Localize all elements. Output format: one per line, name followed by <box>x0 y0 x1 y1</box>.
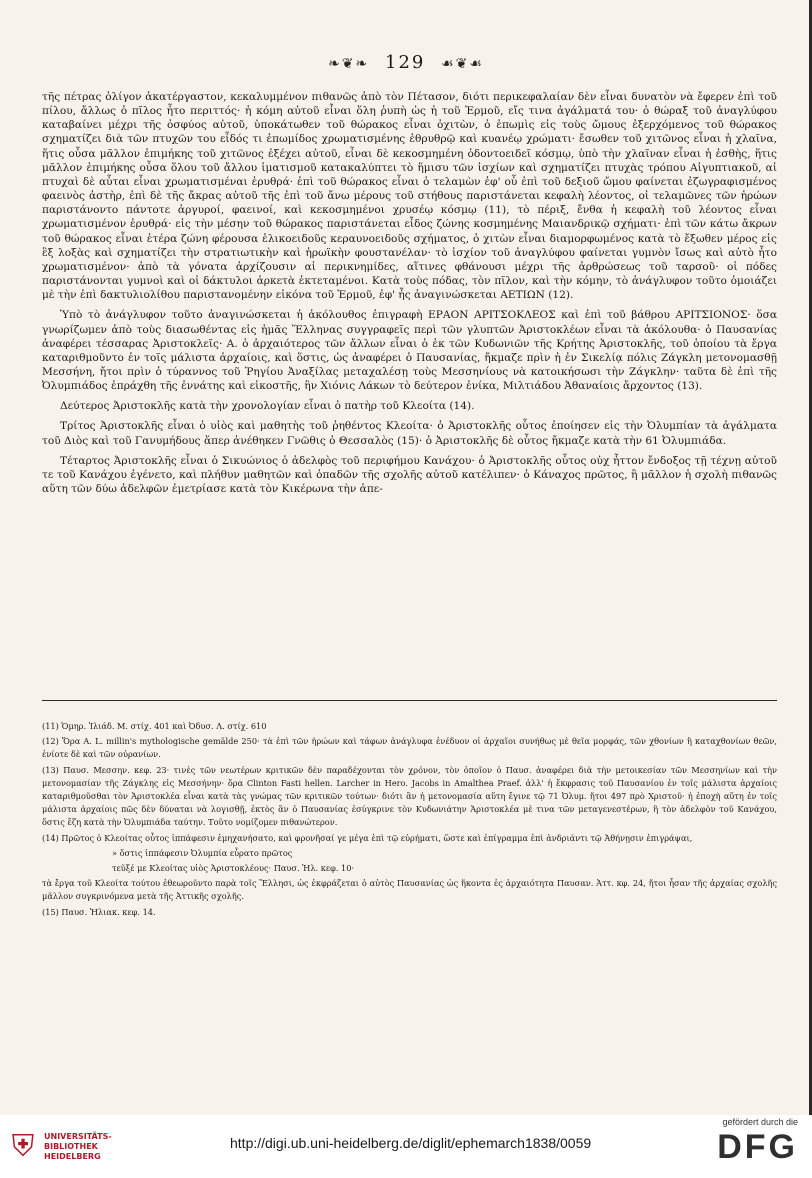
ornament-left-icon: ❧❦❧ <box>328 56 370 72</box>
library-logo[interactable] <box>8 1127 112 1167</box>
dfg-wordmark: DFG <box>717 1128 798 1166</box>
footnote: τὰ ἔργα τοῦ Κλεοίτα τούτου ἐθεωροῦντο παρὰ τοῖς Ἕλλησι, ὡς ἐκφράζεται ὁ αὐτὸς Παυσανίας ὡς ἥκοντα ἐς ἀρχαιότητα Παυσαν. Ἀττ. κφ. 24, ἤτοι ἦσαν τῆς ἀρχαίας σχολῆς μᾶλλον συγκρινόμενα μετὰ τῆς Ἀττικῆς σχολῆς. <box>42 878 777 902</box>
footnote: (13) Παυσ. Μεσσην. κεφ. 23· τινὲς τῶν νεωτέρων κριτικῶν δὲν παραδέχονται τὸν χρόνον, τὸν ὁποῖον ὁ Παυσ. ἀναφέρει διὰ τὴν μετοικεσίαν τῶν Μεσσηνίων καὶ τὴν μετονομασίαν τῆς Ζάγκλης εἰς Μεσσήνην· ὅρα Clinton Fasti hellen. Larcher in Hero. Jacobs in Amalthea Praef. ἀλλ' ἡ ἔκφρασις τοῦ Παυσανίου ἐν τοῖς μάλιστα ἀρχαίοις καταριθμοῦσθαι τὸν Ἀριστοκλέα εἶναι κατὰ τὰς γνώμας τῶν κριτικῶν τούτων· διότι ἂν ἡ μετονομασία αὕτη ἔγινε τῷ 71 Ὀλυμ. ἤτοι 497 πρὸ Χριστοῦ· ἡ ἐποχὴ αὕτη ἐν τοῖς μάλιστα ἀρχαίοις πῶς δὲν δύναται νὰ λογισθῇ, ἐκτὸς ἂν ὁ Παυσανίας ἐσύγκρινε τὸν Κυδωνιάτην Ἀριστοκλέα μὲ τινα τῶν μεταγενεστέρων, ἢ τὸν ἀδελφὸν τοῦ Κανάχου, ὅστις ἔζη κατὰ τὴν Ὀλυμπιάδα ταύτην. Τοῦτο νομίζομεν πιθανώτερον. <box>42 764 777 828</box>
epigram-line: » ὅστις ἱππάφεσιν Ὀλυμπία εὗρατο πρῶτος <box>112 847 293 858</box>
footnote: (11) Ὁμηρ. Ἰλιάδ. Μ. στίχ. 401 καὶ Ὀδυσ. Λ. στίχ. 610 <box>42 721 267 731</box>
footnote: (15) Παυσ. Ἠλιακ. κεφ. 14. <box>42 906 156 917</box>
footnote: (14) Πρῶτος ὁ Κλεοίτας οὗτος ἱππάφεσιν ἐμηχανήσατο, καὶ φρονῆσαί γε μέγα ἐπὶ τῷ εὑρήματι, ὥστε καὶ ἐπίγραμμα ἐπὶ ἀνδριάντι τῷ Ἀθήνῃσιν ἐπιγράψαι, <box>42 832 693 843</box>
viewer-footer <box>0 1115 812 1178</box>
heidelberg-seal-icon: ⛨ <box>11 1129 35 1164</box>
paragraph: Τρίτος Ἀριστοκλῆς εἶναι ὁ υἱὸς καὶ μαθητὴς τοῦ ῥηθέντος Κλεοίτα· ὁ Ἀριστοκλῆς οὗτος ἐποίησεν εἰς τὴν Ὀλυμπίαν τὰ ἀγάλματα τοῦ Διὸς καὶ τοῦ Γανυμήδους ἅπερ ἀνέθηκεν Γνῶθις ὁ Θεσσαλὸς (15)· ὁ Ἀριστοκλῆς δὲ οὗτος ἤκμαζε κατὰ τὴν 61 Ὀλυμπιάδα. <box>42 420 777 447</box>
footnote-divider <box>42 700 777 701</box>
dfg-logo[interactable]: gefördert durch die DFG <box>717 1117 798 1166</box>
main-text <box>42 90 777 502</box>
paragraph: τῆς πέτρας ὀλίγον ἀκατέργαστον, κεκαλυμμένον πιθανῶς ἀπὸ τὸν Πέτασον, διότι περικεφαλαίαν δὲν εἶναι δυνατὸν νὰ ἔφερεν ἐπὶ τοῦ πίλου, ἄλλως ὁ πῖλος ἦτο περιττός· ἡ κόμη αὐτοῦ εἶναι ὅλη ῥυπὴ ὡς ἡ τοῦ Ἑρμοῦ, εἴς τινα ἀγάλματά του· ὁ θώραξ τοῦ ἀναγλύφου καταβαίνει μέχρι τῆς ὀσφύος αὐτοῦ, ὑποκάτωθεν τοῦ θώρακος εἶναι ὀχιτὼν, ὁ ἐπωμὶς εἰς τοὺς ὤμους ἐξερχόμενος τοῦ θώρακος σχηματίζει διὰ τῶν πτυχῶν του εἶδός τι ἐπωμίδος χρωματισμένης ἐθρυθρῷ καὶ κυανέῳ χρώματι· ἔσωθεν τοῦ χιτῶνος εἶναι ἡ χλαῖνα, ἥτις οὖσα μᾶλλον ἐπιμήκης τοῦ χιτῶνος ἐξέχει αὐτοῦ, εἶναι δὲ κεκοσμημένη ὀδοντοειδεῖ κόσμῳ, ὑπὸ τὴν χλαῖναν εἶναι ἡ ἐσθὴς, ἥτις μᾶλλον ἐπιμήκης οὖσα ὅλου τοῦ ἄλλου ἱματισμοῦ κατακαλύπτει τὸ ἥμισυ τῶν ἰσχίων καὶ σχηματίζει πτυχὰς τρόπου Αἰγυπτιακοῦ, αἱ πτυχαὶ δὲ αὗται εἶναι χρωματισμέναι ἐρυθρά· ἐπὶ τοῦ θώρακος εἶναι ὁ τελαμὼν ἐφ' οὗ ἐπὶ τοῦ δεξιοῦ ὤμου φαίνεται ἐζωγραφισμένος φαεινὸς ἀστὴρ, ἐπὶ δὲ τῆς ἄκρας αὐτοῦ τῆς ἐπὶ τοῦ ἄνω μέρους τοῦ στήθους παριστάνεται κεφαλὴ λέοντος, οἱ τελαμῶνες τῶν ἡρώων παριστάνοντο πάντοτε ἀργυροί, φαεινοί, καὶ κεκοσμημένοι χρυσέῳ κόσμῳ (11), τὸ πέριξ, ἔνθα ἡ κεφαλὴ τοῦ λέοντος εἶναι χρωματισμένον ἐρυθρά· εἰς τὴν μέσην τοῦ θώρακος παριστάνεται εἶδος ζώνης κοσμημένης Μαιανδρικῷ σχήματι· ἐπὶ τῶν κάτω ἄκρων τοῦ θώρακος εἶναι ἑτέρα ζώνη φέρουσα ἑλικοειδοῦς κεραυνοειδοῦς σχήματος, ὁ χιτὼν εἶναι διαμορφωμένος κατὰ τὸ ἔξωθεν μέρος εἰς ἓξ λοξὰς καὶ σχηματίζει τὴν στρατιωτικὴν καὶ ἡρωϊκὴν φουστανέλαν· τὸ ἰσχίον τοῦ ἀναγλύφου φαίνεται γυμνὸν ἴσως καὶ αὐτὸ ἦτο χρωματισμένον· ἀπὸ τὰ γόνατα ἀρχίζουσιν αἱ περικνημίδες, αἵτινες φθάνουσι μέχρι τῆς ἀρθρώσεως τοῦ ταρσοῦ· οἱ πόδες παριστάνονται γυμνοὶ καὶ οἱ δάκτυλοι ἀρκετὰ ἐκτεταμένοι. Κατὰ τοὺς πόδας, τὸν πῖλον, καὶ τὴν κόμην, τὸ ἀνάγλυφον τοῦτο ὁμοιάζει μὲ τὴν ἐπὶ δακτυλιολίθου παριστανομένην εἰκόνα τοῦ Ἑρμοῦ, ἐφ' ἧς ἀναγινώσκεται ΑΕΤΙΩΝ (12). <box>42 91 777 302</box>
page-number: 129 <box>385 52 426 73</box>
paragraph: Τέταρτος Ἀριστοκλῆς εἶναι ὁ Σικυώνιος ὁ ἀδελφὸς τοῦ περιφήμου Κανάχου· ὁ Ἀριστοκλῆς οὗτος οὐχ ἧττον ἔνδοξος τῇ τέχνῃ αὐτοῦ τε τοῦ Κανάχου ἐγένετο, καὶ πλήθυν μαθητῶν καὶ ὀπαδῶν τῆς σχολῆς αὐτοῦ κατέλιπεν· ὁ Κάναχος πρῶτος, ἢ μᾶλλον ἡ σχολὴ πιθανῶς αὕτη τῶν δύω ἀδελφῶν ἐμετρίασε κατὰ τὸν Κικέρωνα τὴν ἀπε- <box>42 454 777 496</box>
paragraph: Ὑπὸ τὸ ἀνάγλυφον τοῦτο ἀναγινώσκεται ἡ ἀκόλουθος ἐπιγραφὴ ΕΡΑΟΝ ΑΡΙΤΣΟΚΛΕΟΣ καὶ ἐπὶ τοῦ βάθρου ΑΡΙΤΣΙΟΝΟΣ· ὅσα γνωρίζωμεν ἀπὸ τοὺς διασωθέντας εἰς ἡμᾶς Ἕλληνας συγγραφεῖς περὶ τῶν γλυπτῶν Ἀριστοκλέων εἶναι τὰ ἀκόλουθα· ὁ Παυσανίας ἀναφέρει τέσσαρας Ἀριστοκλεῖς· Α. ὁ ἀρχαιότερος τῶν ἄλλων εἶναι ὁ ἐκ τῶν Κυδωνιῶν τῆς Κρήτης Ἀριστοκλῆς, τοῦ ὁποίου τὰ ἔργα καταριθμοῦντο ἐν τοῖς μάλιστα ἀρχαίοις, καὶ ὅστις, ὡς ἀναφέρει ὁ Παυσανίας, ἤκμαζε πρὶν ἡ ἐν Σικελίᾳ πόλις Ζάγκλη μετονομασθῇ Μεσσήνη, ἤτοι πρὶν ὁ τύραννος τοῦ Ῥηγίου Ἀναξίλας μεταχαλέσῃ τοὺς Μεσσηνίους νὰ κατοικήσωσι τὴν Ζάγκλην· ταῦτα δὲ ἐπὶ τῆς Ὀλυμπιάδος ἐπράχθη τῆς ἐννάτης καὶ εἰκοστῆς, ἣν Χιόνις Λάκων τὸ δεύτερον ἐνίκα, Μιλτιάδου Ἀθαναίοις ἄρχοντος (13). <box>42 309 777 393</box>
page-header <box>0 52 812 73</box>
epigram-line: τεῦξέ με Κλεοίτας υἱὸς Ἀριστοκλέους· Παυσ. Ἠλ. κεφ. 10· <box>112 863 355 874</box>
library-name: UNIVERSITÄTS- BIBLIOTHEK HEIDELBERG <box>44 1132 112 1161</box>
paragraph: Δεύτερος Ἀριστοκλῆς κατὰ τὴν χρονολογίαν εἶναι ὁ πατὴρ τοῦ Κλεοίτα (14). <box>60 400 475 413</box>
page-url[interactable]: http://digi.ub.uni-heidelberg.de/diglit/ephemarch1838/0059 <box>230 1135 592 1151</box>
footnotes <box>42 720 777 921</box>
footnote: (12) Ὅρα A. L. millin's mythologische gemälde 250· τὰ ἐπὶ τῶν ἡρώων καὶ τάφων ἀνάγλυφα ἐνέδυον οἱ ἀρχαῖοι συνήθως μὲ θεῖα μορφάς, τῶν χθονίων ἢ καταχθονίων θεῶν, ἐνίοτε δὲ καὶ τῶν οὐρανίων. <box>42 736 777 760</box>
ornament-right-icon: ☙❦☙ <box>441 56 484 72</box>
